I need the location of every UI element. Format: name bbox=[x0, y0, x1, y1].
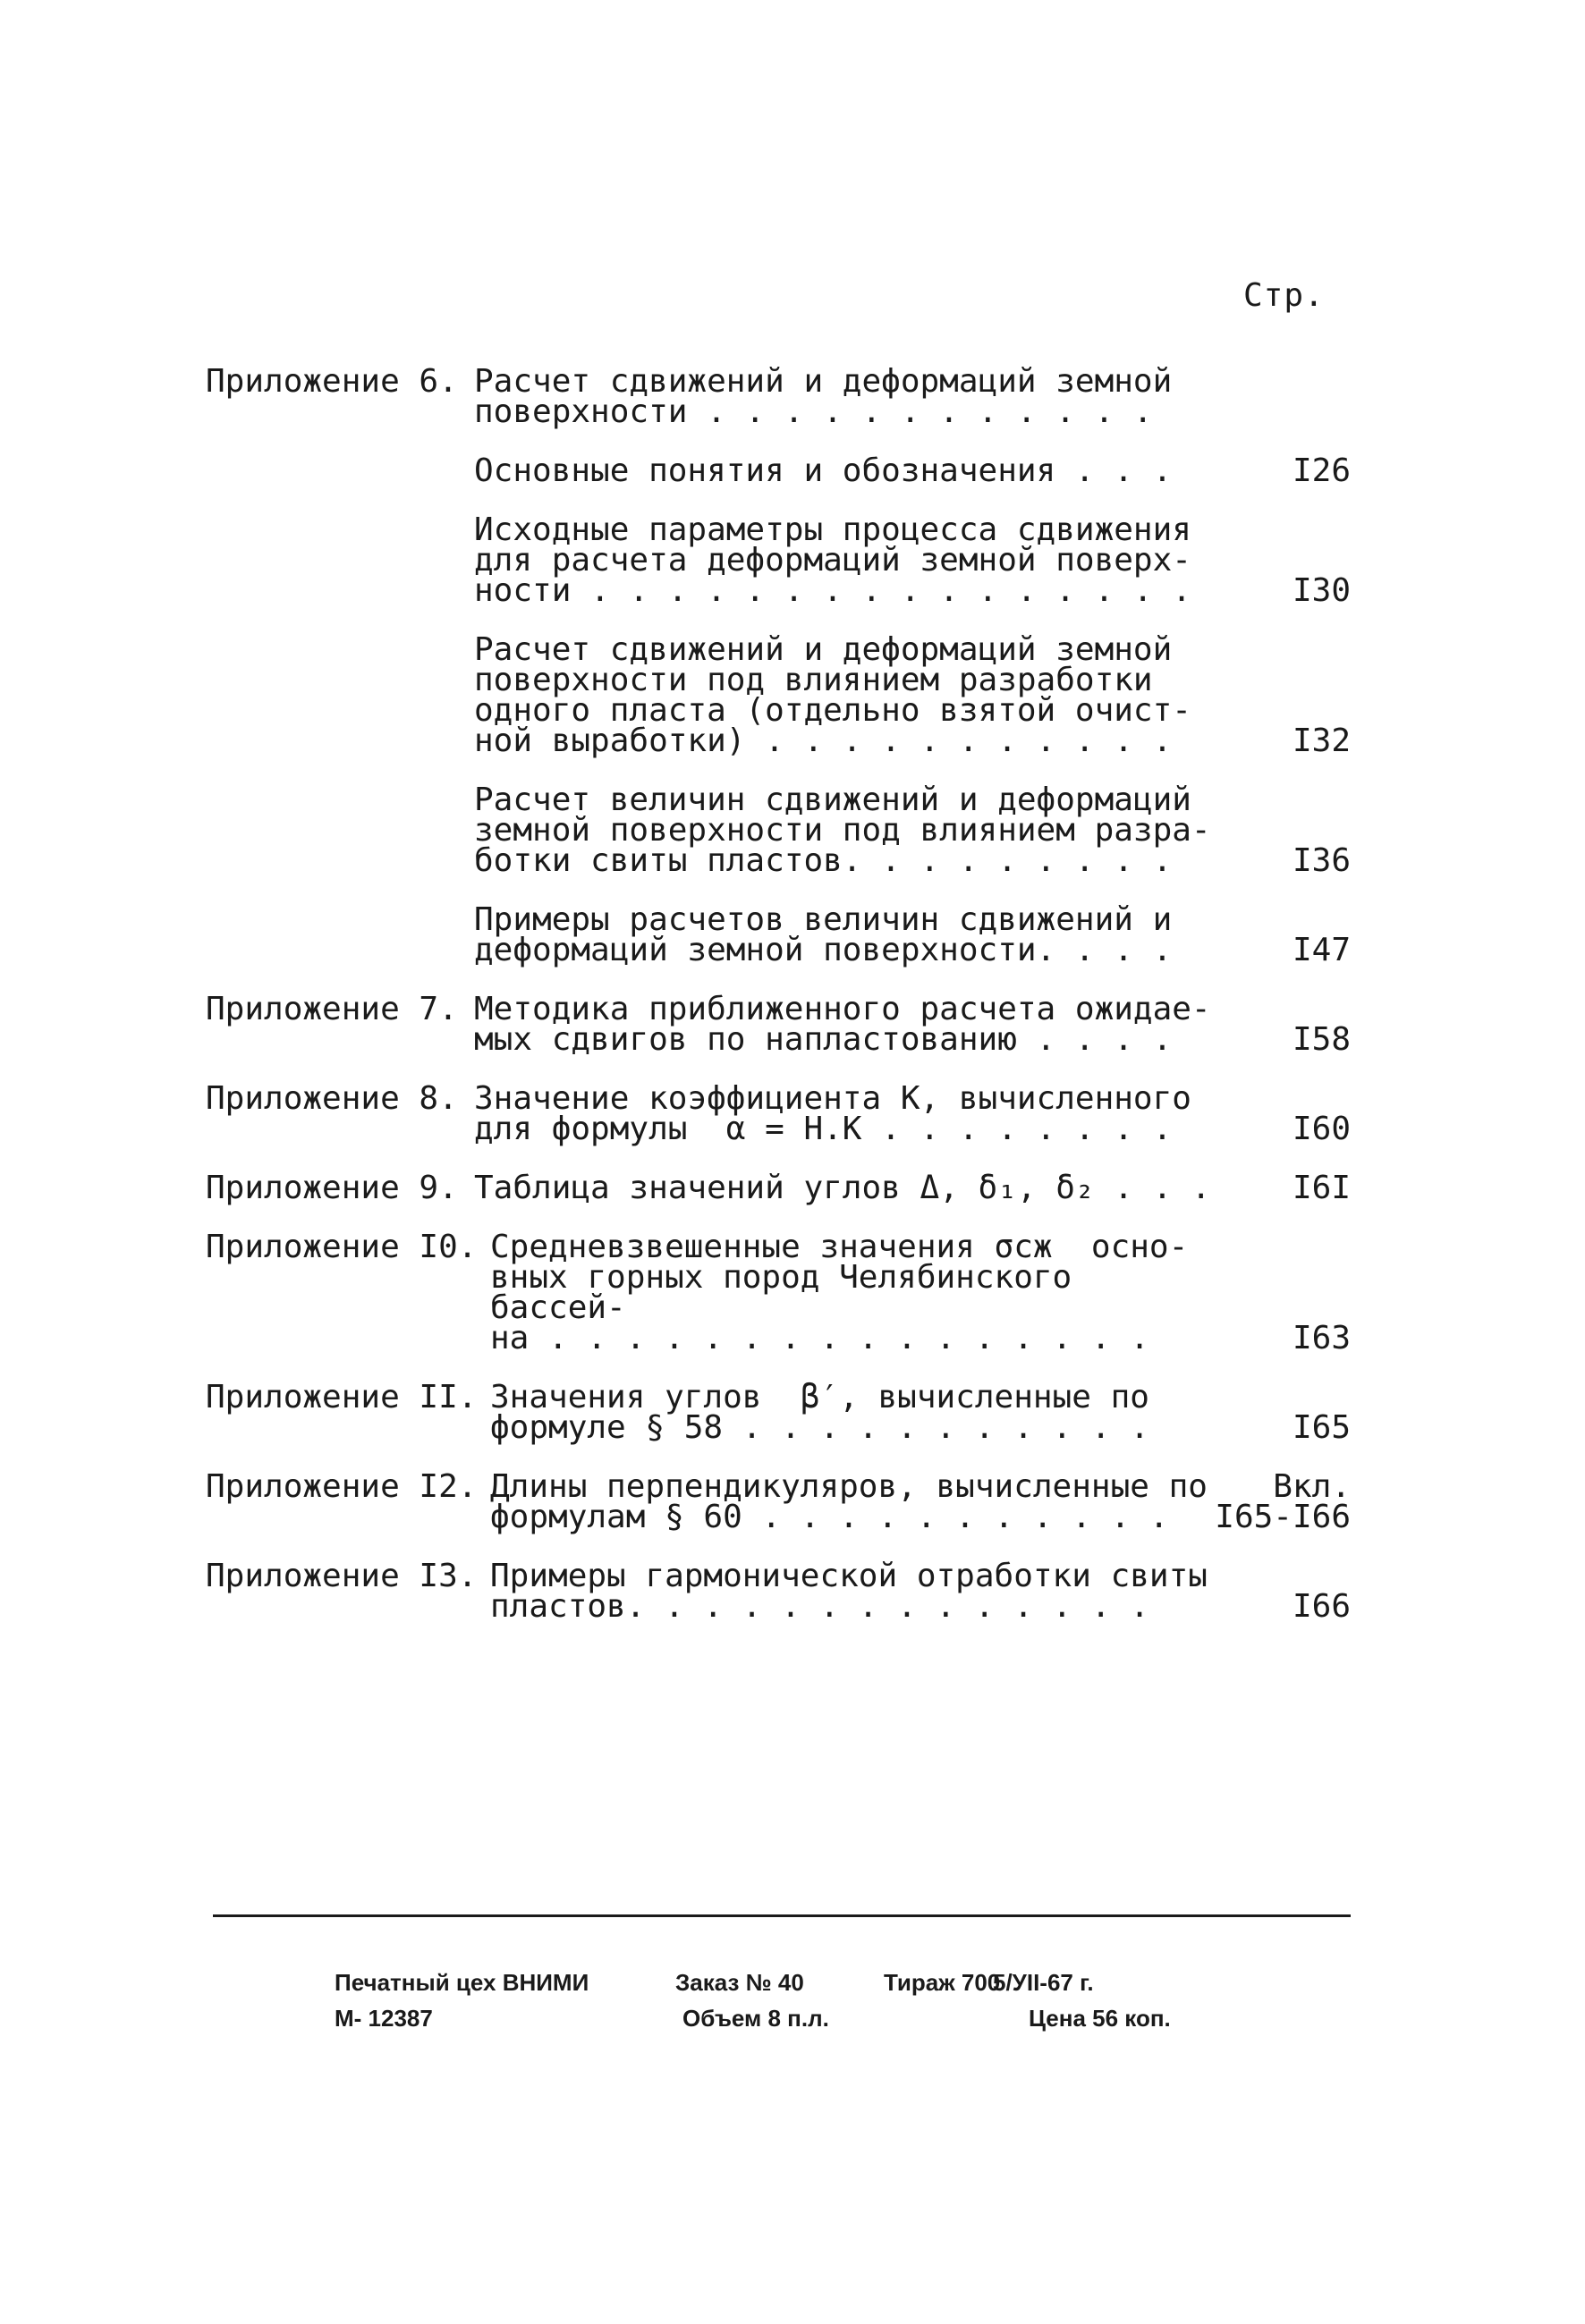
entry-page: Вкл. I65-I66 bbox=[1215, 1468, 1351, 1535]
entry-title: Значения углов β′, вычисленные по формуле § 58 . . . . . . . . . . . bbox=[490, 1379, 1149, 1446]
catalog-number: М- 12387 bbox=[335, 2005, 433, 2032]
toc-entry-basic-concepts bbox=[206, 452, 1395, 489]
price: Цена 56 коп. bbox=[1029, 2005, 1171, 2032]
toc-entry-appendix-12 bbox=[206, 1468, 1395, 1535]
toc-entry-appendix-13 bbox=[206, 1558, 1395, 1625]
print-run: Тираж 700 bbox=[884, 1969, 1001, 1996]
toc-entry-appendix-10 bbox=[206, 1229, 1395, 1356]
toc-entry-appendix-9 bbox=[206, 1170, 1395, 1206]
entry-prefix: Приложение 8. bbox=[206, 1080, 458, 1117]
entry-prefix: Приложение I2. bbox=[206, 1468, 478, 1505]
print-date: 5/УII-67 г. bbox=[993, 1969, 1094, 1996]
entry-prefix: Приложение I3. bbox=[206, 1558, 478, 1594]
toc-entry-appendix-8 bbox=[206, 1080, 1395, 1147]
page-column-header: Стр. bbox=[1243, 277, 1325, 314]
toc-entry-appendix-6 bbox=[206, 363, 1395, 430]
table-of-contents bbox=[206, 363, 1395, 1651]
entry-title: Основные понятия и обозначения . . . bbox=[474, 452, 1173, 489]
entry-prefix: Приложение II. bbox=[206, 1379, 478, 1416]
entry-page: I36 bbox=[1292, 842, 1351, 879]
footer-divider bbox=[213, 1914, 1351, 1917]
order-number: Заказ № 40 bbox=[675, 1969, 804, 1996]
entry-page: I65 bbox=[1292, 1409, 1351, 1446]
entry-title: Расчет величин сдвижений и деформаций земной поверхности под влиянием разра- ботки свиты пластов. . . . . . . . . bbox=[474, 782, 1211, 879]
entry-page: I30 bbox=[1292, 572, 1351, 609]
entry-page: I63 bbox=[1292, 1320, 1351, 1356]
printer-name: Печатный цех ВНИМИ bbox=[335, 1969, 589, 1996]
toc-entry-appendix-7 bbox=[206, 991, 1395, 1058]
toc-entry-initial-parameters bbox=[206, 511, 1395, 609]
entry-title: Значение коэффициента К, вычисленного для формулы α = Н.К . . . . . . . . bbox=[474, 1080, 1191, 1147]
entry-page: I47 bbox=[1292, 932, 1351, 968]
toc-entry-appendix-11 bbox=[206, 1379, 1395, 1446]
entry-title: Исходные параметры процесса сдвижения для расчета деформаций земной поверх- ности . . . . . . . . . . . . . . . . bbox=[474, 511, 1191, 609]
entry-page: I60 bbox=[1292, 1111, 1351, 1147]
entry-title: Средневзвешенные значения σсж осно- вных горных пород Челябинского бассей- на . . . . . . . . . . . . . . . . bbox=[490, 1229, 1189, 1356]
entry-prefix: Приложение 6. bbox=[206, 363, 458, 400]
entry-page: I6I bbox=[1292, 1170, 1351, 1206]
entry-title: Расчет сдвижений и деформаций земной поверхности под влиянием разработки одного пласта (отдельно взятой очист- ной выработки) . . . . . . . . . . . bbox=[474, 631, 1191, 759]
entry-page: I58 bbox=[1292, 1021, 1351, 1058]
entry-prefix: Приложение I0. bbox=[206, 1229, 478, 1265]
volume: Объем 8 п.л. bbox=[682, 2005, 829, 2032]
entry-page: I26 bbox=[1292, 452, 1351, 489]
toc-entry-single-seam bbox=[206, 631, 1395, 759]
entry-title: Примеры расчетов величин сдвижений и деформаций земной поверхности. . . . bbox=[474, 901, 1173, 968]
entry-title: Примеры гармонической отработки свиты пластов. . . . . . . . . . . . . . bbox=[490, 1558, 1208, 1625]
entry-prefix: Приложение 7. bbox=[206, 991, 458, 1027]
entry-prefix: Приложение 9. bbox=[206, 1170, 458, 1206]
entry-title: Расчет сдвижений и деформаций земной поверхности . . . . . . . . . . . . bbox=[474, 363, 1173, 430]
toc-entry-examples bbox=[206, 901, 1395, 968]
entry-title: Таблица значений углов Δ, δ₁, δ₂ . . . bbox=[474, 1170, 1211, 1206]
entry-page: I66 bbox=[1292, 1588, 1351, 1625]
toc-entry-seam-suite bbox=[206, 782, 1395, 879]
entry-title: Методика приближенного расчета ожидае- мых сдвигов по напластованию . . . . bbox=[474, 991, 1211, 1058]
entry-page: I32 bbox=[1292, 723, 1351, 759]
entry-title: Длины перпендикуляров, вычисленные по формулам § 60 . . . . . . . . . . . bbox=[490, 1468, 1208, 1535]
